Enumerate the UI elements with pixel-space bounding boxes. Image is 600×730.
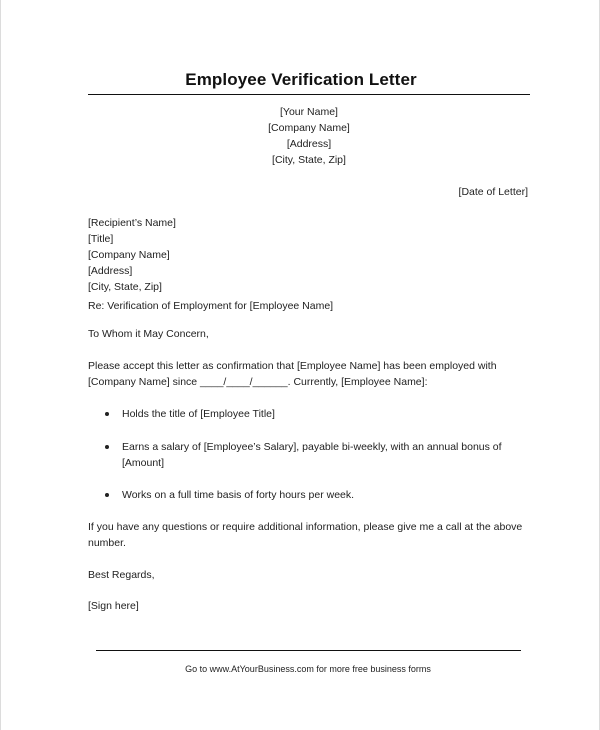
list-item bbox=[88, 439, 533, 471]
closing-line-2: number. bbox=[88, 537, 126, 549]
list-item-text: Earns a salary of [Employee’s Salary], payable bi-weekly, with an annual bonus of bbox=[122, 441, 502, 453]
recipient-block bbox=[88, 215, 533, 295]
sender-address: [Address] bbox=[286, 138, 332, 150]
subject-line: Re: Verification of Employment for [Employee Name] bbox=[88, 300, 334, 312]
sign-off: Best Regards, bbox=[88, 569, 155, 581]
employment-details-list bbox=[88, 406, 533, 520]
salutation: To Whom it May Concern, bbox=[88, 328, 209, 340]
recipient-company: [Company Name] bbox=[88, 249, 170, 261]
list-item-text: Works on a full time basis of forty hours per week. bbox=[122, 489, 355, 501]
list-item-text-continued: [Amount] bbox=[122, 457, 165, 469]
bullet-icon bbox=[105, 412, 109, 416]
footer-divider bbox=[96, 650, 521, 651]
bullet-icon bbox=[105, 445, 109, 449]
intro-line-1: Please accept this letter as confirmation that [Employee Name] has been employed with bbox=[88, 360, 497, 372]
closing-line-1: If you have any questions or require additional information, please give me a call at the above bbox=[88, 521, 523, 533]
recipient-city-state-zip: [City, State, Zip] bbox=[88, 281, 162, 293]
document-title: Employee Verification Letter bbox=[185, 70, 417, 89]
recipient-title: [Title] bbox=[88, 233, 114, 245]
sender-name: [Your Name] bbox=[280, 106, 338, 118]
title-divider bbox=[88, 94, 530, 95]
list-item bbox=[88, 487, 533, 503]
sender-company: [Company Name] bbox=[268, 122, 350, 134]
bullet-icon bbox=[105, 493, 109, 497]
signature-placeholder: [Sign here] bbox=[88, 600, 139, 612]
letter-date: [Date of Letter] bbox=[458, 186, 528, 198]
closing-paragraph bbox=[88, 519, 533, 551]
intro-paragraph bbox=[88, 358, 533, 390]
list-item bbox=[88, 406, 533, 422]
list-item-text: Holds the title of [Employee Title] bbox=[122, 408, 275, 420]
intro-line-2: [Company Name] since ____/____/______. Currently, [Employee Name]: bbox=[88, 376, 428, 388]
sender-block bbox=[1, 104, 600, 168]
recipient-address: [Address] bbox=[88, 265, 133, 277]
recipient-name: [Recipient’s Name] bbox=[88, 217, 176, 229]
sender-city-state-zip: [City, State, Zip] bbox=[272, 154, 346, 166]
footer-text: Go to www.AtYourBusiness.com for more free business forms bbox=[185, 664, 431, 674]
